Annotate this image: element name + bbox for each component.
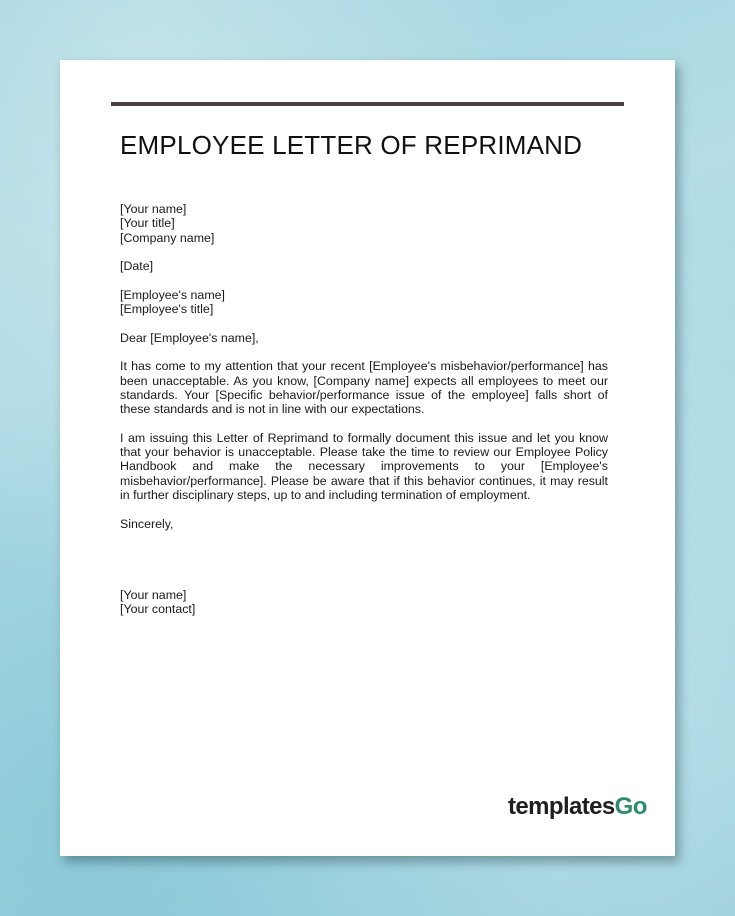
date-line <box>120 259 608 273</box>
logo-text-templates: templates <box>508 793 615 820</box>
sender-block <box>120 202 608 245</box>
paragraph-1: It has come to my attention that your recent [Employee's misbehavior/performance] has been unacceptable. As you know, [Company name] expects all employees to meet our standards. Your [Specific behavior/performance issue of the employee] falls short of these standards and is not in line with our expectations. <box>120 359 608 417</box>
letter-page <box>60 60 675 856</box>
recipient-block <box>120 288 608 317</box>
recipient-title: [Employee's title] <box>120 302 214 317</box>
letter-date: [Date] <box>120 259 154 274</box>
sender-company: [Company name] <box>120 230 215 245</box>
paragraph-2: I am issuing this Letter of Reprimand to formally document this issue and let you know that your behavior is unacceptable. Please take the time to review our Employee Policy Handbook and make the necessary improvements to your [Employee's misbehavior/performance]. Please be aware that if this behavior continues, it may result in further disciplinary steps, up to and including termination of employment. <box>120 430 608 502</box>
sender-name: [Your name] <box>120 202 187 216</box>
recipient-name: [Employee's name] <box>120 287 225 302</box>
letter-body <box>120 202 608 616</box>
salutation: Dear [Employee's name], <box>120 330 259 345</box>
signature-name: [Your name] <box>120 587 187 602</box>
signature-block <box>120 588 608 617</box>
templatesgo-logo <box>508 793 647 821</box>
sender-title: [Your title] <box>120 216 175 231</box>
signature-contact: [Your contact] <box>120 602 196 617</box>
logo-text-go: Go <box>614 793 647 820</box>
page-title: EMPLOYEE LETTER OF REPRIMAND <box>120 130 583 160</box>
top-divider <box>111 102 624 106</box>
closing: Sincerely, <box>120 516 174 531</box>
